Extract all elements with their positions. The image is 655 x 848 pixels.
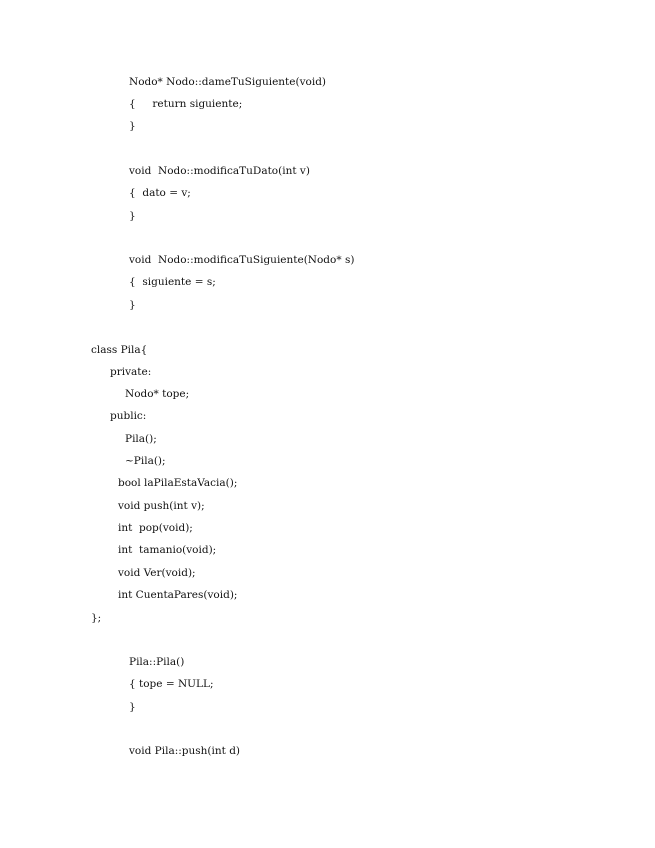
code-line: public: (110, 410, 147, 422)
code-line: int pop(void); (118, 522, 193, 534)
code-line: void Pila::push(int d) (129, 745, 241, 757)
code-line: void Nodo::modificaTuSiguiente(Nodo* s) (129, 254, 355, 266)
code-line: void push(int v); (118, 500, 205, 512)
code-line: bool laPilaEstaVacia(); (118, 477, 238, 489)
code-line: Pila(); (125, 433, 157, 445)
code-line: Pila::Pila() (129, 656, 185, 668)
code-line: class Pila{ (91, 344, 148, 356)
code-line: Nodo* Nodo::dameTuSiguiente(void) (129, 76, 327, 88)
code-line: { return siguiente; (129, 98, 243, 110)
code-line: int CuentaPares(void); (118, 589, 238, 601)
code-line: void Ver(void); (118, 567, 196, 579)
code-line: private: (110, 366, 152, 378)
code-line: } (129, 701, 136, 713)
code-line: Nodo* tope; (125, 388, 190, 400)
code-line: }; (91, 612, 102, 624)
code-line: { dato = v; (129, 187, 191, 199)
code-line: int tamanio(void); (118, 544, 217, 556)
code-line: } (129, 210, 136, 222)
code-line: void Nodo::modificaTuDato(int v) (129, 165, 310, 177)
code-line: } (129, 299, 136, 311)
code-line: { tope = NULL; (129, 678, 214, 690)
code-line: ~Pila(); (125, 455, 166, 467)
code-line: { siguiente = s; (129, 276, 216, 288)
code-line: } (129, 120, 136, 132)
